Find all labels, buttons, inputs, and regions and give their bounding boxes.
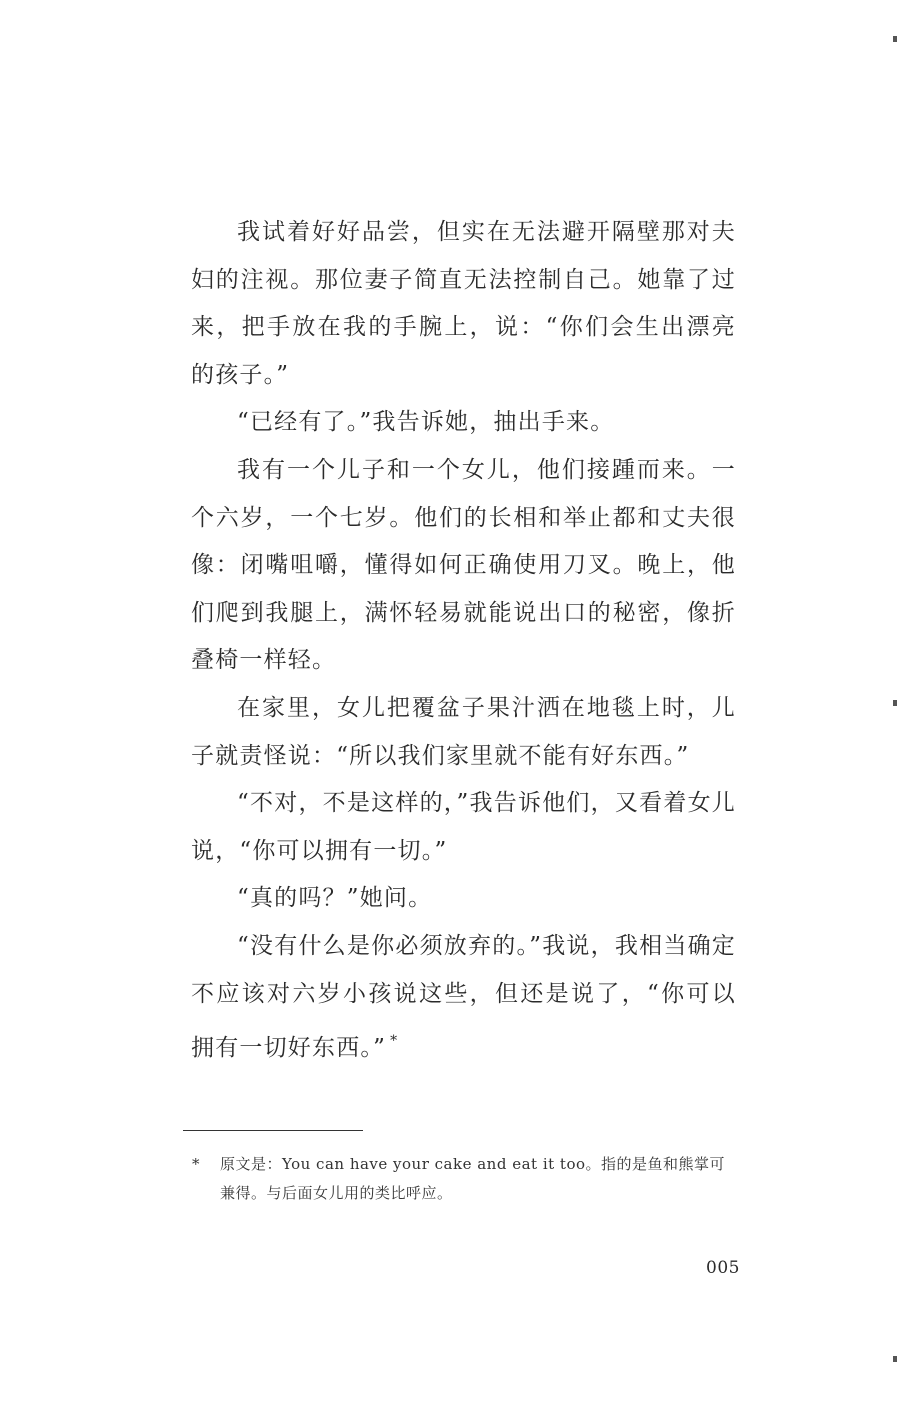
- edge-mark: [893, 700, 897, 706]
- footnote-marker: *: [192, 1155, 200, 1173]
- paragraph: 在家里，女儿把覆盆子果汁洒在地毯上时，儿子就责怪说：“所以我们家里就不能有好东西。”: [191, 694, 736, 769]
- paragraph: “不对，不是这样的，”我告诉他们，又看着女儿说，“你可以拥有一切。”: [191, 790, 736, 864]
- body-text: [191, 209, 736, 1073]
- paragraph: 我试着好好品尝，但实在无法避开隔壁那对夫妇的注视。那位妻子简直无法控制自己。她靠了过来，把手放在我的手腕上，说：“你们会生出漂亮的孩子。”: [191, 219, 736, 388]
- paragraph: “真的吗？”她问。: [237, 885, 433, 912]
- paragraph: “已经有了。”我告诉她，抽出手来。: [237, 409, 615, 436]
- paragraph-text: “没有什么是你必须放弃的。”我说，我相当确定不应该对六岁小孩说这些，但还是说了，“你可以拥有一切好东西。”: [191, 932, 736, 1062]
- footnote-divider: [183, 1130, 363, 1131]
- footnote-text: 原文是：You can have your cake and eat it too。指的是鱼和熊掌可兼得。与后面女儿用的类比呼应。: [220, 1155, 726, 1202]
- paragraph-last: [191, 923, 736, 1073]
- edge-mark: [893, 1356, 897, 1362]
- footnote-reference: *: [390, 1033, 398, 1050]
- page-number: 005: [706, 1258, 740, 1278]
- edge-mark: [893, 36, 897, 42]
- paragraph: 我有一个儿子和一个女儿，他们接踵而来。一个六岁，一个七岁。他们的长相和举止都和丈夫很像：闭嘴咀嚼，懂得如何正确使用刀叉。晚上，他们爬到我腿上，满怀轻易就能说出口的秘密，像折叠椅一样轻。: [191, 456, 736, 674]
- footnote: [192, 1150, 737, 1208]
